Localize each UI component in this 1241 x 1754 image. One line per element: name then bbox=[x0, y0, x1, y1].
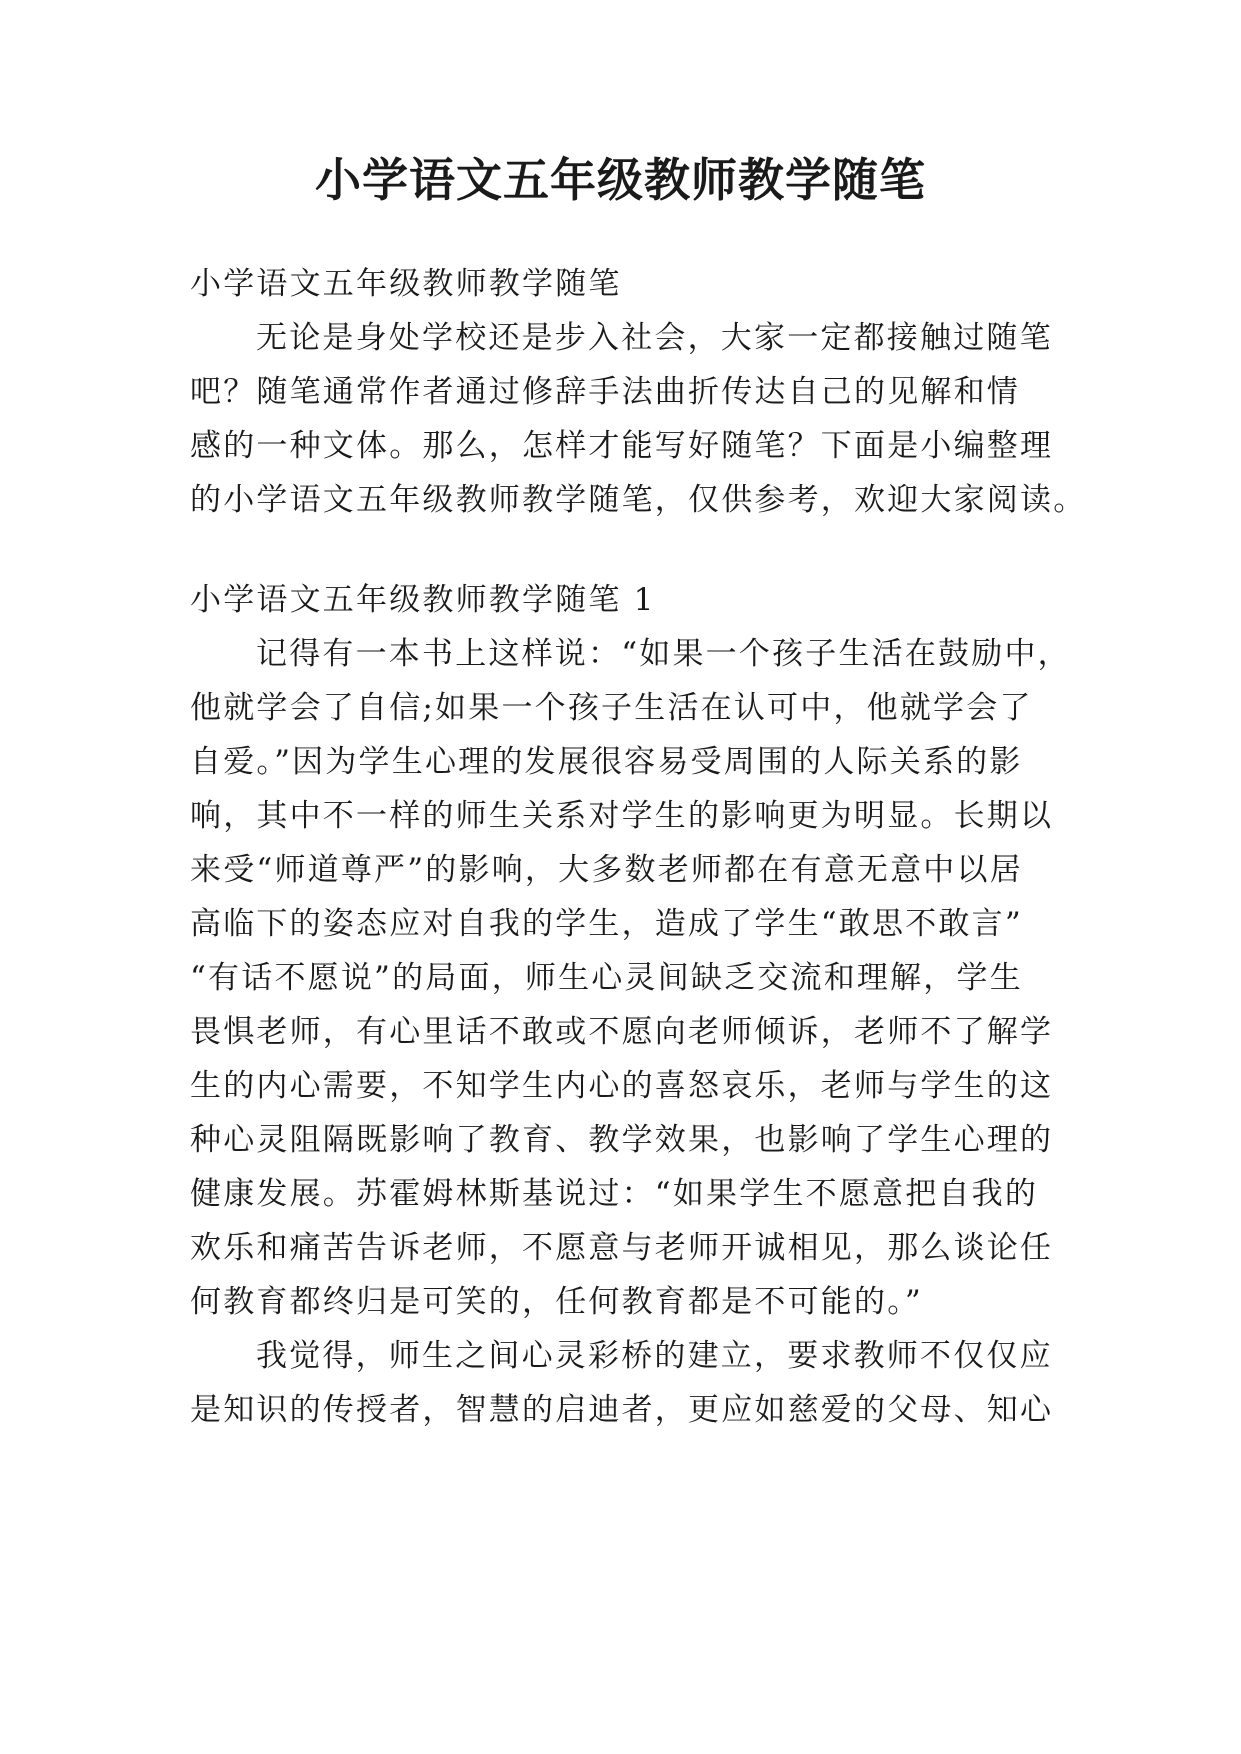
paragraph-line: 自爱。”因为学生心理的发展很容易受周围的人际关系的影 bbox=[190, 744, 1023, 780]
intro-line: 吧？随笔通常作者通过修辞手法曲折传达自己的见解和情 bbox=[190, 374, 1020, 410]
intro-line: 无论是身处学校还是步入社会，大家一定都接触过随笔 bbox=[256, 320, 1053, 356]
document-title: 小学语文五年级教师教学随笔 bbox=[315, 153, 926, 207]
paragraph-line: 高临下的姿态应对自我的学生，造成了学生“敢思不敢言” bbox=[190, 906, 1023, 942]
paragraph-line: 他就学会了自信;如果一个孩子生活在认可中，他就学会了 bbox=[190, 690, 1033, 726]
paragraph-line: 来受“师道尊严”的影响，大多数老师都在有意无意中以居 bbox=[190, 852, 1023, 888]
paragraph-line: 是知识的传授者，智慧的启迪者，更应如慈爱的父母、知心 bbox=[190, 1392, 1054, 1428]
paragraph-line: 我觉得，师生之间心灵彩桥的建立，要求教师不仅仅应 bbox=[256, 1338, 1053, 1374]
paragraph-line: 何教育都终归是可笑的，任何教育都是不可能的。” bbox=[190, 1284, 923, 1320]
paragraph-line: 欢乐和痛苦告诉老师，不愿意与老师开诚相见，那么谈论任 bbox=[190, 1230, 1054, 1266]
paragraph-line: 健康发展。苏霍姆林斯基说过：“如果学生不愿意把自我的 bbox=[190, 1176, 1039, 1212]
paragraph-line: 种心灵阻隔既影响了教育、教学效果，也影响了学生心理的 bbox=[190, 1122, 1054, 1158]
paragraph-line: 记得有一本书上这样说：“如果一个孩子生活在鼓励中， bbox=[256, 636, 1071, 672]
section-heading: 小学语文五年级教师教学随笔 1 bbox=[190, 582, 656, 618]
intro-line: 的小学语文五年级教师教学随笔，仅供参考，欢迎大家阅读。 bbox=[190, 482, 1087, 518]
paragraph-line: “有话不愿说”的局面，师生心灵间缺乏交流和理解，学生 bbox=[190, 960, 1023, 996]
paragraph-line: 生的内心需要，不知学生内心的喜怒哀乐，老师与学生的这 bbox=[190, 1068, 1054, 1104]
paragraph-line: 响，其中不一样的师生关系对学生的影响更为明显。长期以 bbox=[190, 798, 1054, 834]
intro-line: 感的一种文体。那么，怎样才能写好随笔？下面是小编整理 bbox=[190, 428, 1054, 464]
document-subtitle: 小学语文五年级教师教学随笔 bbox=[190, 266, 622, 302]
paragraph-line: 畏惧老师，有心里话不敢或不愿向老师倾诉，老师不了解学 bbox=[190, 1014, 1054, 1050]
